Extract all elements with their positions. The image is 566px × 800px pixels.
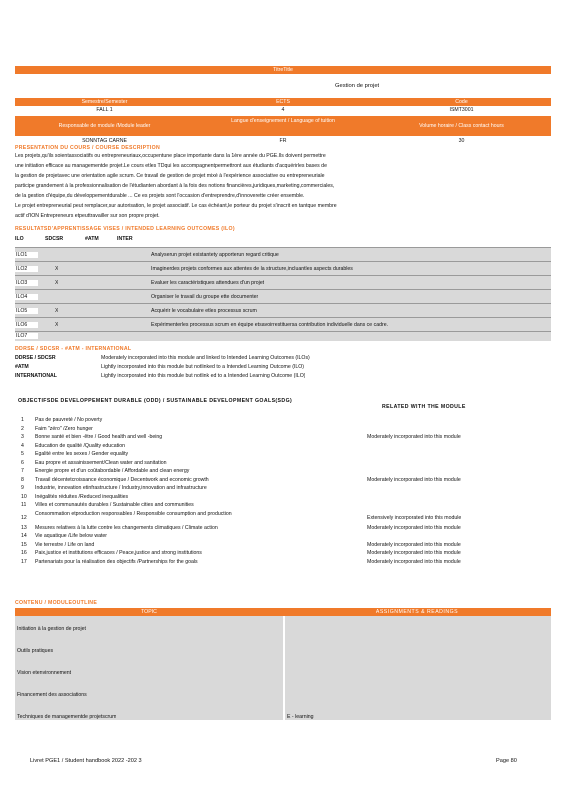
info-values-row-2 [15, 137, 551, 145]
presentation-line: de la gestion d'équipe,du développementdurable ... Ce es projets sont l'occasion d'entreprendre,d'innoverette créer ensemble. [15, 193, 305, 199]
footer-page: Page 80 [496, 758, 517, 764]
sdg-relation: Moderately incorporated into this module [367, 550, 461, 556]
ilo-col-sdcsr: SDCSR [45, 236, 64, 242]
presentation-line: actif d'ION Entrepreneurs etpeuttravailler sur son propre projet. [15, 213, 160, 219]
ilo-row [15, 247, 551, 262]
sdg-goal: Paix,justice et institutions efficaces / Peace,justice and strong institutions [35, 550, 202, 556]
ilo-row [15, 331, 551, 341]
ilo-id: ILO1 [15, 252, 38, 258]
ilo-id: ILO2 [15, 266, 38, 272]
sdg-row [15, 426, 551, 435]
sdg-number: 8 [21, 476, 24, 483]
presentation-heading: PRESENTATION DU COURS / COURSE DESCRIPTION [15, 145, 160, 151]
sdg-goal: Faim "zéro" /Zero hunger [35, 425, 93, 432]
sdg-row [15, 417, 551, 426]
title-header-label: TitreTitle [273, 67, 293, 73]
sdg-goal: Partenariats pour la réalisation des objectifs /Partnerships for the goals [35, 558, 198, 565]
sdg-number: 13 [21, 524, 27, 531]
semester-value: FALL 1 [96, 107, 113, 113]
ilo-id: ILO6 [15, 322, 38, 328]
ects-header: ECTS [276, 99, 290, 105]
content-topic: Vision etenvironnement [17, 670, 72, 676]
ects-value: 4 [281, 107, 285, 113]
sdg-row [15, 468, 551, 477]
sdg-number: 16 [21, 550, 27, 556]
ilo-description: Expérimenterles processus scrum en équipe etsavoirrestituersa contribution individuelle dans ce cadre. [151, 322, 389, 328]
legend-row [15, 372, 551, 381]
ilo-id: ILO4 [15, 294, 38, 300]
sdg-row [15, 525, 551, 534]
volume-header: Volume horaire / Class contact hours [419, 123, 504, 129]
sdg-number: 10 [21, 493, 27, 500]
sdg-relation: Moderately incorporated into this module [367, 434, 461, 440]
sdg-goal: Egalité entre les sexes / Gender equality [35, 451, 129, 457]
content-body [15, 616, 551, 720]
sdg-number: 9 [21, 485, 24, 491]
legend-value: Moderately incorporated into this module and linked to Intended Learning Outcomes (ILOs) [101, 355, 310, 361]
sdg-number: 11 [21, 502, 27, 508]
langue-header: Langue d'enseignement / Language of tuition [231, 118, 335, 124]
ilo-id: ILO5 [15, 308, 38, 314]
sdg-goal: Mesures relatives à la lutte contre les changements climatiques / Climate action [35, 524, 218, 531]
sdg-number: 1 [21, 417, 24, 423]
ilo-col-atm: #ATM [85, 236, 99, 242]
sdg-row [15, 485, 551, 494]
ilo-description: Evaluer les caractéristiques attendues d'un projet [151, 280, 265, 286]
sdg-number: 2 [21, 425, 24, 432]
sdg-row [15, 443, 551, 452]
sdg-number: 3 [21, 434, 24, 440]
sdg-goal: Eau propre et assainissement/Clean water and sanitation [35, 459, 167, 466]
title-header-bar [15, 66, 551, 74]
sdg-goal: Vie terrestre / Life on land [35, 541, 95, 548]
sdg-row [15, 511, 551, 525]
langue-value: FR [279, 138, 287, 144]
sdg-goal: Education de qualité /Quality education [35, 442, 125, 449]
ilo-col-ilo: ILO [15, 236, 24, 242]
sdg-relation: Moderately incorporated into this module [367, 524, 461, 531]
sdg-goal: Industrie, innovation etinfrastructure / Industry,innovation and infrastructure [35, 485, 207, 491]
sdg-heading: OBJECTIFSDE DEVELOPPEMENT DURABLE (ODD) / SUSTAINABLE DEVELOPMENT GOALS(SDG) [18, 398, 293, 404]
ilo-heading: RESULTATSD'APPRENTISSAGE VISES / INTENDED LEARNING OUTCOMES (ILO) [15, 226, 235, 232]
legend-row [15, 354, 551, 363]
sdg-related-heading: RELATED WITH THE MODULE [382, 404, 466, 410]
content-header-row [15, 608, 551, 616]
sdg-number: 7 [21, 468, 24, 474]
sdg-goal: Vie aquatique /Life below water [35, 533, 108, 539]
sdg-number: 14 [21, 533, 27, 539]
ilo-column-headers [15, 236, 551, 244]
sdg-row [15, 477, 551, 486]
presentation-line: participe grandement à la professionnalisation de l'étudianten abordant à la fois des notions financières,juridiques,marketing,commerciales, [15, 183, 335, 189]
sdg-number: 6 [21, 459, 24, 466]
responsable-value: SONNTAG CARNE [82, 138, 127, 144]
sdg-number: 15 [21, 541, 27, 548]
legend-value: Lightly incorporated into this module but notlinked to a Intended Learning Outcome (ILO) [101, 364, 305, 370]
sdg-goal: Travail décentetcroissance économique / Decentwork and economic growth [35, 476, 209, 483]
ilo-row [15, 261, 551, 276]
ilo-sdcsr-mark: X [55, 280, 59, 286]
sdg-row [15, 460, 551, 469]
legend-key: #ATM [15, 364, 29, 370]
sdg-relation: Moderately incorporated into this module [367, 558, 461, 565]
footer-left: Livret PGE1 / Student handbook 2022 -202 3 [30, 758, 142, 764]
sdg-row [15, 451, 551, 460]
ilo-sdcsr-mark: X [55, 266, 59, 272]
content-topic: Initiation à la gestion de projet [17, 626, 86, 632]
sdg-goal: Energie propre et d'un coûtabordable / Affordable and clean energy [35, 468, 190, 474]
sdg-row [15, 533, 551, 542]
sdg-goal: Consommation etproduction responsables / Responsible consumption and production [35, 510, 232, 517]
sdg-relation: Moderately incorporated into this module [367, 541, 461, 548]
legend-key: INTERNATIONAL [15, 373, 57, 379]
course-title-row [15, 75, 551, 94]
presentation-line: une initiation efficace au managementde projet.Le cours etles TDqui les accompagnentpermettront aux étudiants d'acquérirles bases de [15, 163, 327, 169]
content-assign-column [285, 616, 551, 720]
sdg-goal: Inégalités réduites /Reduced inequalities [35, 493, 129, 500]
volume-value: 30 [458, 138, 465, 144]
content-topic: Outils pratiques [17, 648, 54, 654]
ilo-description: Analyserun projet existantety apporterun regard critique [151, 252, 279, 258]
ilo-description: Acquérir le vocabulaire etles processus scrum [151, 308, 257, 314]
sdg-row [15, 550, 551, 559]
ilo-description: Imaginerdes projets conformes aux attentes de la structure,incluantles aspects durables [151, 266, 353, 272]
presentation-line: la gestion de projetavec une orientation agile scrum. Ce travail de gestion de projet mixé à l'expérience associative ou entrepreneuriale [15, 173, 325, 179]
content-assign: E - learning [287, 714, 314, 720]
sdg-row [15, 542, 551, 551]
semester-header: Semestre/Semester [81, 99, 128, 105]
ilo-id: ILO3 [15, 280, 38, 286]
ilo-row [15, 289, 551, 304]
sdg-goal: Villes et communautés durables / Sustainable cities and communities [35, 502, 194, 508]
content-col-assign: ASSIGNMENTS & READINGS [375, 609, 459, 615]
legend-heading: DDRSE / SDCSR - #ATM - INTERNATIONAL [15, 346, 132, 352]
legend-key: DDRSE / SDCSR [15, 355, 56, 361]
ilo-description: Organiser le travail du groupe ette documenter [151, 294, 259, 300]
sdg-row [15, 494, 551, 503]
sdg-number: 5 [21, 451, 24, 457]
ilo-row [15, 317, 551, 332]
content-heading: CONTENU / MODULEOUTLINE [15, 600, 98, 606]
sdg-relation: Extensively incorporated into this module [367, 514, 462, 521]
code-value: ISMT3001 [449, 107, 474, 113]
sdg-number: 17 [21, 558, 27, 565]
sdg-goal: Bonne santé et bien -être / Good health and well -being [35, 434, 163, 440]
sdg-goal: Pas de pauvreté / No poverty [35, 417, 103, 423]
sdg-relation: Moderately incorporated into this module [367, 476, 461, 483]
presentation-line: Les projets,qu'ils soientassociatifs ou entrepreneuriaux,occupentune place importante dans la 1ère année du PGE.Ils doivent permettre [15, 153, 326, 159]
info-header-row-1 [15, 98, 551, 106]
ilo-sdcsr-mark: X [55, 308, 59, 314]
sdg-row [15, 559, 551, 568]
ilo-sdcsr-mark: X [55, 322, 59, 328]
info-values-row-1 [15, 106, 551, 114]
legend-value: Lightly incorporated into this module but notlink ed to a Intended Learning Outcome (ILO) [101, 373, 306, 379]
content-topic: Techniques de managementde projetscrum [17, 714, 117, 720]
content-topic: Financement des associations [17, 692, 87, 698]
sdg-number: 12 [21, 514, 27, 521]
ilo-col-inter: INTER [117, 236, 133, 242]
content-col-topic: TOPIC [141, 609, 157, 615]
info-header-row-2 [15, 116, 551, 136]
code-header: Code [455, 99, 468, 105]
ilo-row [15, 275, 551, 290]
ilo-row [15, 303, 551, 318]
course-title: Gestion de projet [335, 83, 380, 89]
sdg-row [15, 434, 551, 443]
sdg-number: 4 [21, 442, 24, 449]
presentation-line: Le projet entrepreneurial peut remplacer,sur autorisation, le projet associatif. Le cas échéant,le porteur du projet s'inscrit en tantque membre [15, 203, 337, 209]
responsable-header: Responsable de module /Module leader [58, 123, 151, 129]
legend-row [15, 363, 551, 372]
ilo-id: ILO7 [15, 333, 38, 339]
sdg-row [15, 502, 551, 511]
